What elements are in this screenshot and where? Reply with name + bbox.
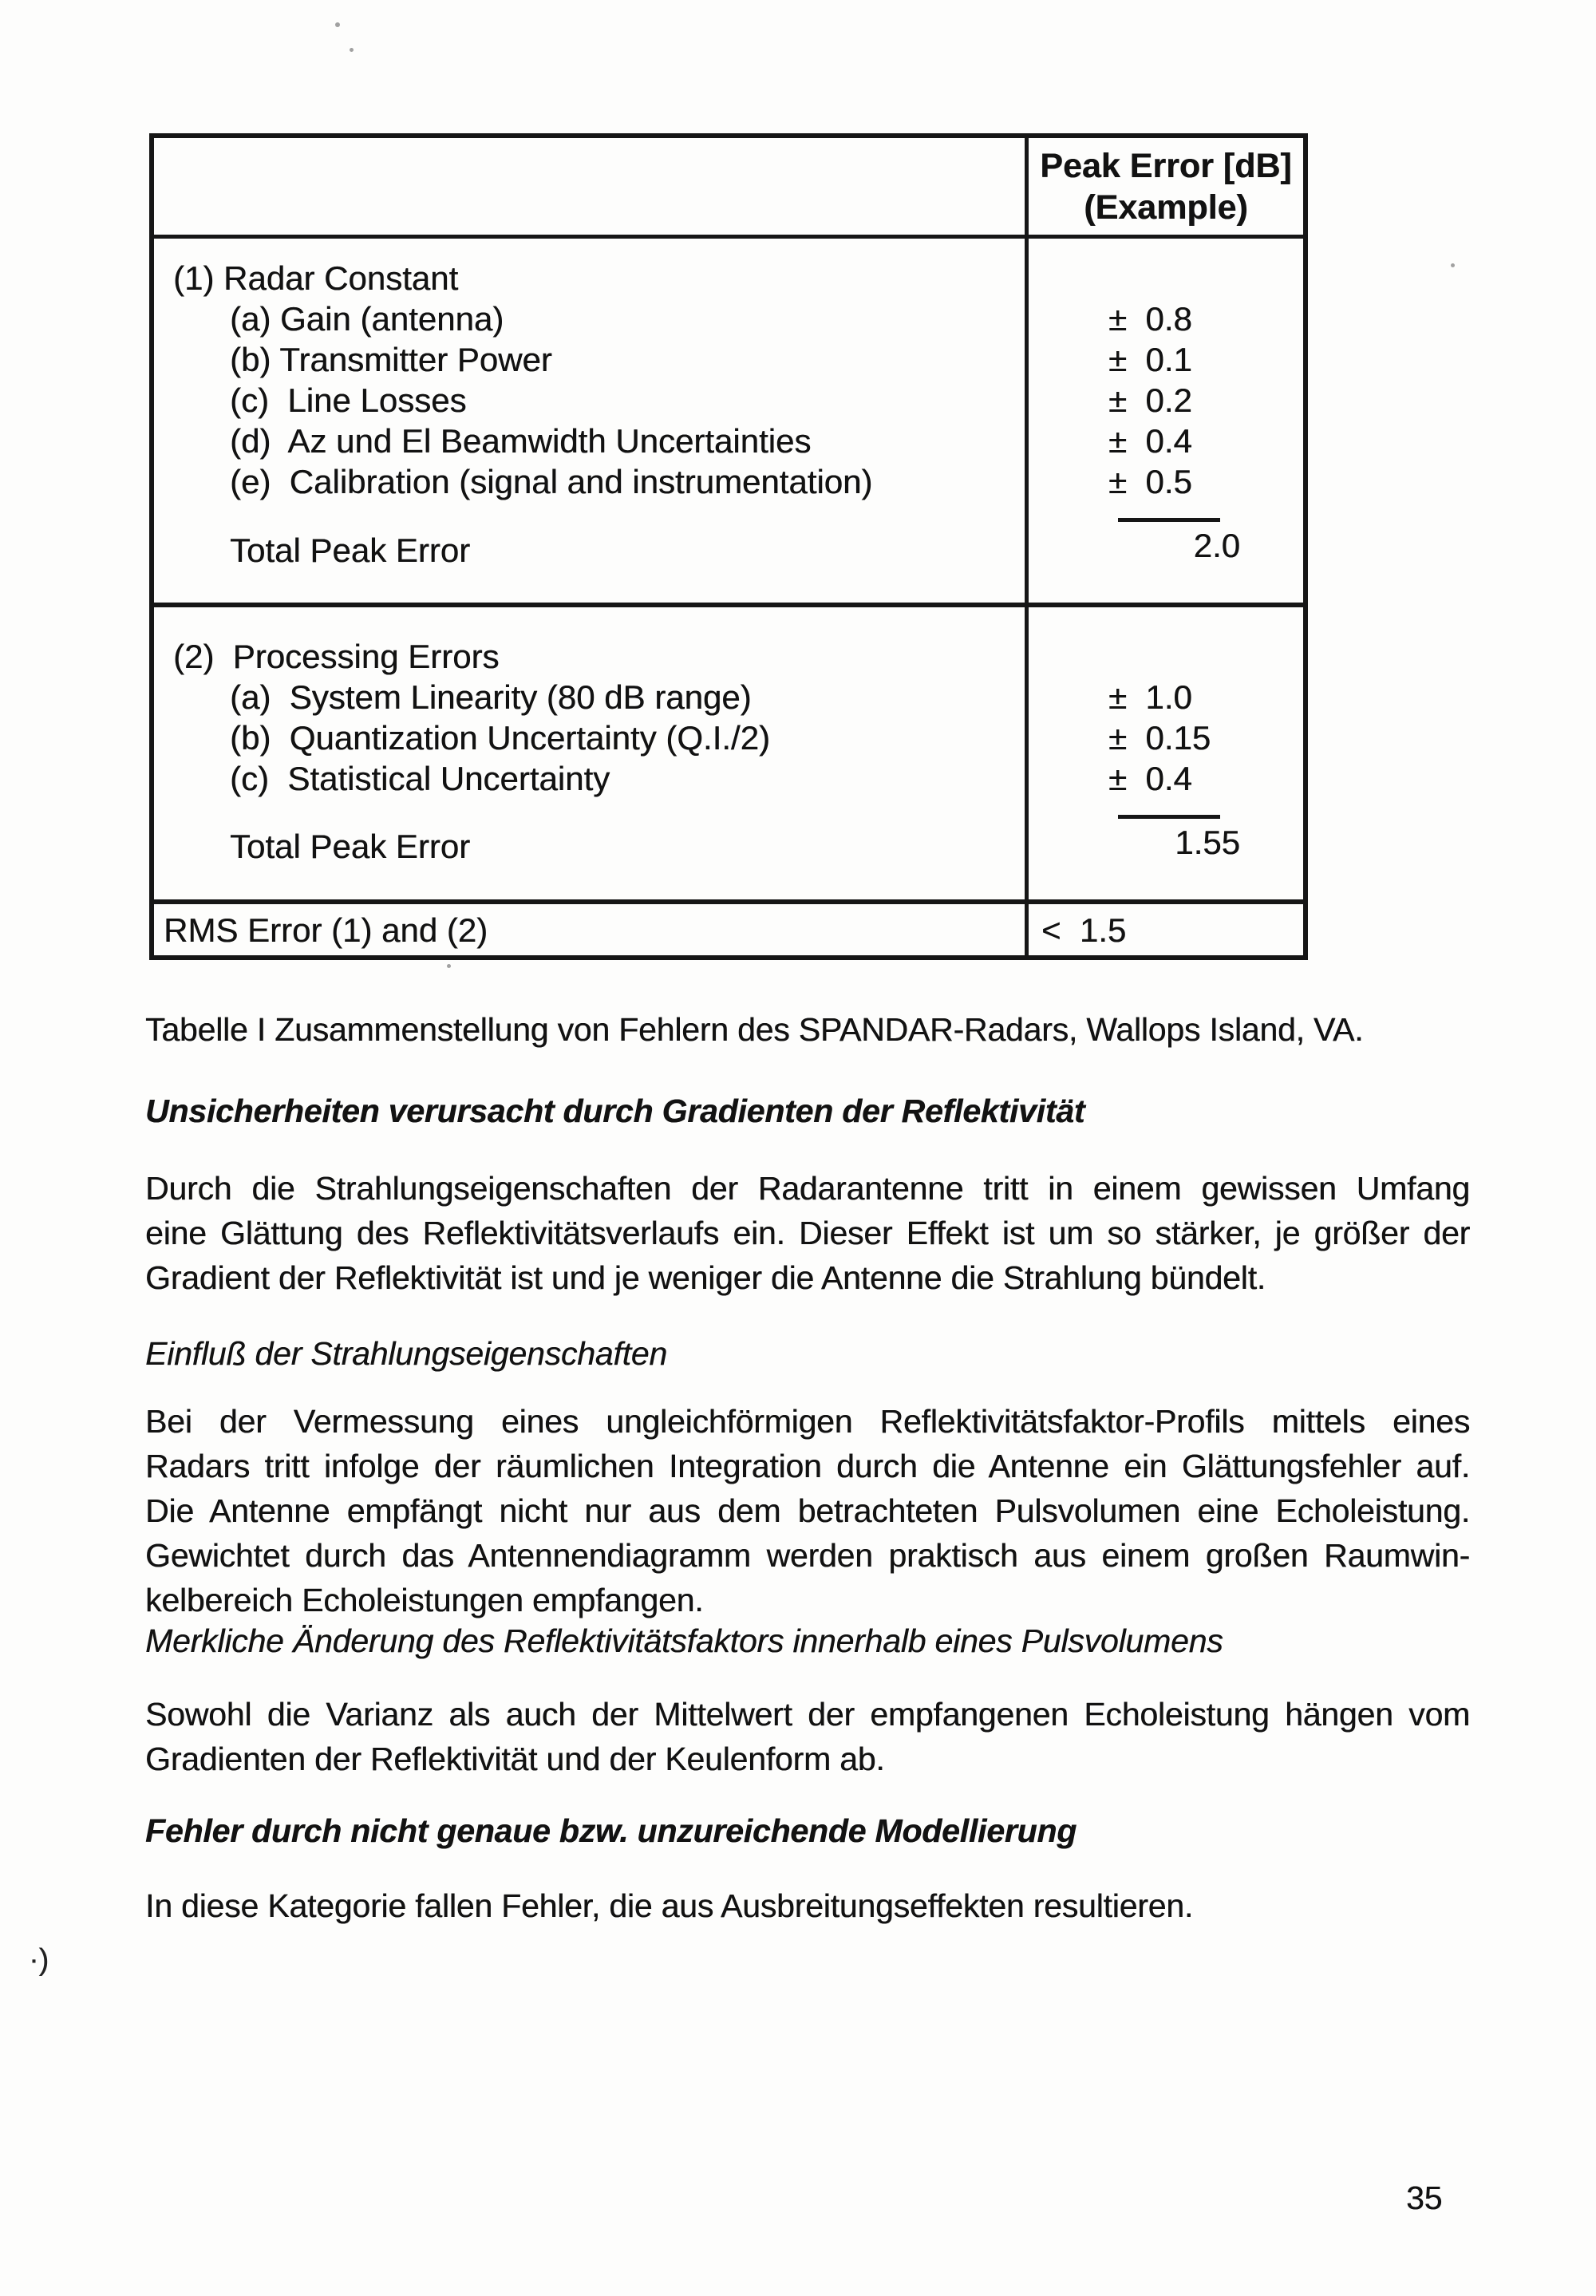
spacer (1029, 636, 1303, 677)
section1-values (1025, 239, 1303, 603)
text-line: kelbereich Echoleistungen empfangen. (145, 1582, 704, 1618)
rms-label: RMS Error (1) and (2) (164, 911, 488, 949)
paragraph-ausbreitungseffekte (145, 1883, 1470, 1928)
heading-unsicherheiten: Unsicherheiten verursacht durch Gradienten der Reflektivität (145, 1093, 1085, 1129)
section2-item-a: (a) System Linearity (80 dB range) (230, 678, 752, 716)
section2-value-c: ± 0.4 (1108, 760, 1192, 797)
section1-total-label: Total Peak Error (230, 532, 471, 569)
section1-item-d: (d) Az und El Beamwidth Uncertainties (230, 422, 812, 460)
text-line: In diese Kategorie fallen Fehler, die aus Ausbreitungseffekten resultieren. (145, 1887, 1194, 1924)
scan-speck (447, 964, 451, 968)
scan-margin-mark: ·) (29, 1943, 49, 1977)
scan-speck (1451, 263, 1455, 267)
section1-value-b: ± 0.1 (1108, 341, 1192, 378)
text-line: eine Glättung des Reflektivitätsverlaufs ein. Dieser Effekt ist um so stärker, je größer der (145, 1215, 1470, 1251)
section1-value-d: ± 0.4 (1108, 422, 1192, 460)
paragraph-varianz (145, 1692, 1470, 1781)
section1-item-c: (c) Line Losses (230, 381, 467, 419)
section2-value-b: ± 0.15 (1108, 719, 1211, 757)
text-line: Gradienten der Reflektivität und der Keulenform ab. (145, 1741, 885, 1777)
error-budget-table (149, 133, 1308, 960)
rms-value-cell (1025, 904, 1303, 955)
section2-item-b: (b) Quantization Uncertainty (Q.I./2) (230, 719, 770, 757)
text-line: Radars tritt infolge der räumlichen Integration durch die Antenne ein Glättungsfehler auf. (145, 1448, 1470, 1484)
section1-title: (1) Radar Constant (173, 259, 459, 297)
table-section-radar-constant (154, 239, 1303, 607)
section1-labels (154, 239, 1025, 603)
table-header-row (154, 138, 1303, 239)
section2-values (1025, 607, 1303, 899)
text-line: Die Antenne empfängt nicht nur aus dem betrachteten Pulsvolumen eine Echoleistung. (145, 1492, 1470, 1529)
table-header-line1: Peak Error [dB] (1040, 146, 1292, 185)
section1-value-a: ± 0.8 (1108, 300, 1192, 338)
text-line: Gewichtet durch das Antennendiagramm werden praktisch aus einem großen Raumwin- (145, 1537, 1470, 1574)
scan-speck (350, 48, 354, 52)
section2-value-a: ± 1.0 (1108, 678, 1192, 716)
table-rms-row (154, 904, 1303, 955)
heading-einfluss: Einfluß der Strahlungseigenschaften (145, 1335, 667, 1372)
spacer (1029, 258, 1303, 298)
section2-total-label: Total Peak Error (230, 828, 471, 865)
page-number: 35 (1406, 2179, 1443, 2216)
section2-item-c: (c) Statistical Uncertainty (230, 760, 610, 797)
rms-value: < 1.5 (1041, 911, 1127, 949)
section2-title: (2) Processing Errors (173, 638, 500, 675)
rms-label-cell (154, 904, 1025, 955)
table-section-processing-errors (154, 607, 1303, 904)
paragraph-vermessung (145, 1399, 1470, 1622)
text-line: Sowohl die Varianz als auch der Mittelwert der empfangenen Echoleistung hängen vom (145, 1696, 1470, 1733)
heading-merkliche-aenderung: Merkliche Änderung des Reflektivitätsfaktors innerhalb eines Pulsvolumens (145, 1622, 1223, 1659)
section1-total-value: 2.0 (1193, 527, 1240, 564)
scan-speck (335, 22, 340, 27)
section1-item-e: (e) Calibration (signal and instrumentation) (230, 463, 873, 500)
text-line: Gradient der Reflektivität ist und je weniger die Antenne die Strahlung bündelt. (145, 1259, 1266, 1296)
heading-modellierung: Fehler durch nicht genaue bzw. unzureichende Modellierung (145, 1812, 1077, 1849)
table-header-empty-cell (154, 138, 1025, 235)
section1-value-e: ± 0.5 (1108, 463, 1192, 500)
text-line: Durch die Strahlungseigenschaften der Radarantenne tritt in einem gewissen Umfang (145, 1170, 1470, 1207)
paragraph-glaettung (145, 1166, 1470, 1300)
section1-item-a: (a) Gain (antenna) (230, 300, 504, 338)
section1-item-b: (b) Transmitter Power (230, 341, 552, 378)
table-caption: Tabelle I Zusammenstellung von Fehlern des SPANDAR-Radars, Wallops Island, VA. (145, 1011, 1364, 1048)
section2-labels (154, 607, 1025, 899)
section2-total-value: 1.55 (1175, 824, 1240, 861)
table-header-cell (1025, 138, 1303, 235)
table-header-line2: (Example) (1084, 188, 1248, 227)
text-line: Bei der Vermessung eines ungleichförmigen Reflektivitätsfaktor-Profils mittels eines (145, 1403, 1470, 1440)
section1-value-c: ± 0.2 (1108, 381, 1192, 419)
